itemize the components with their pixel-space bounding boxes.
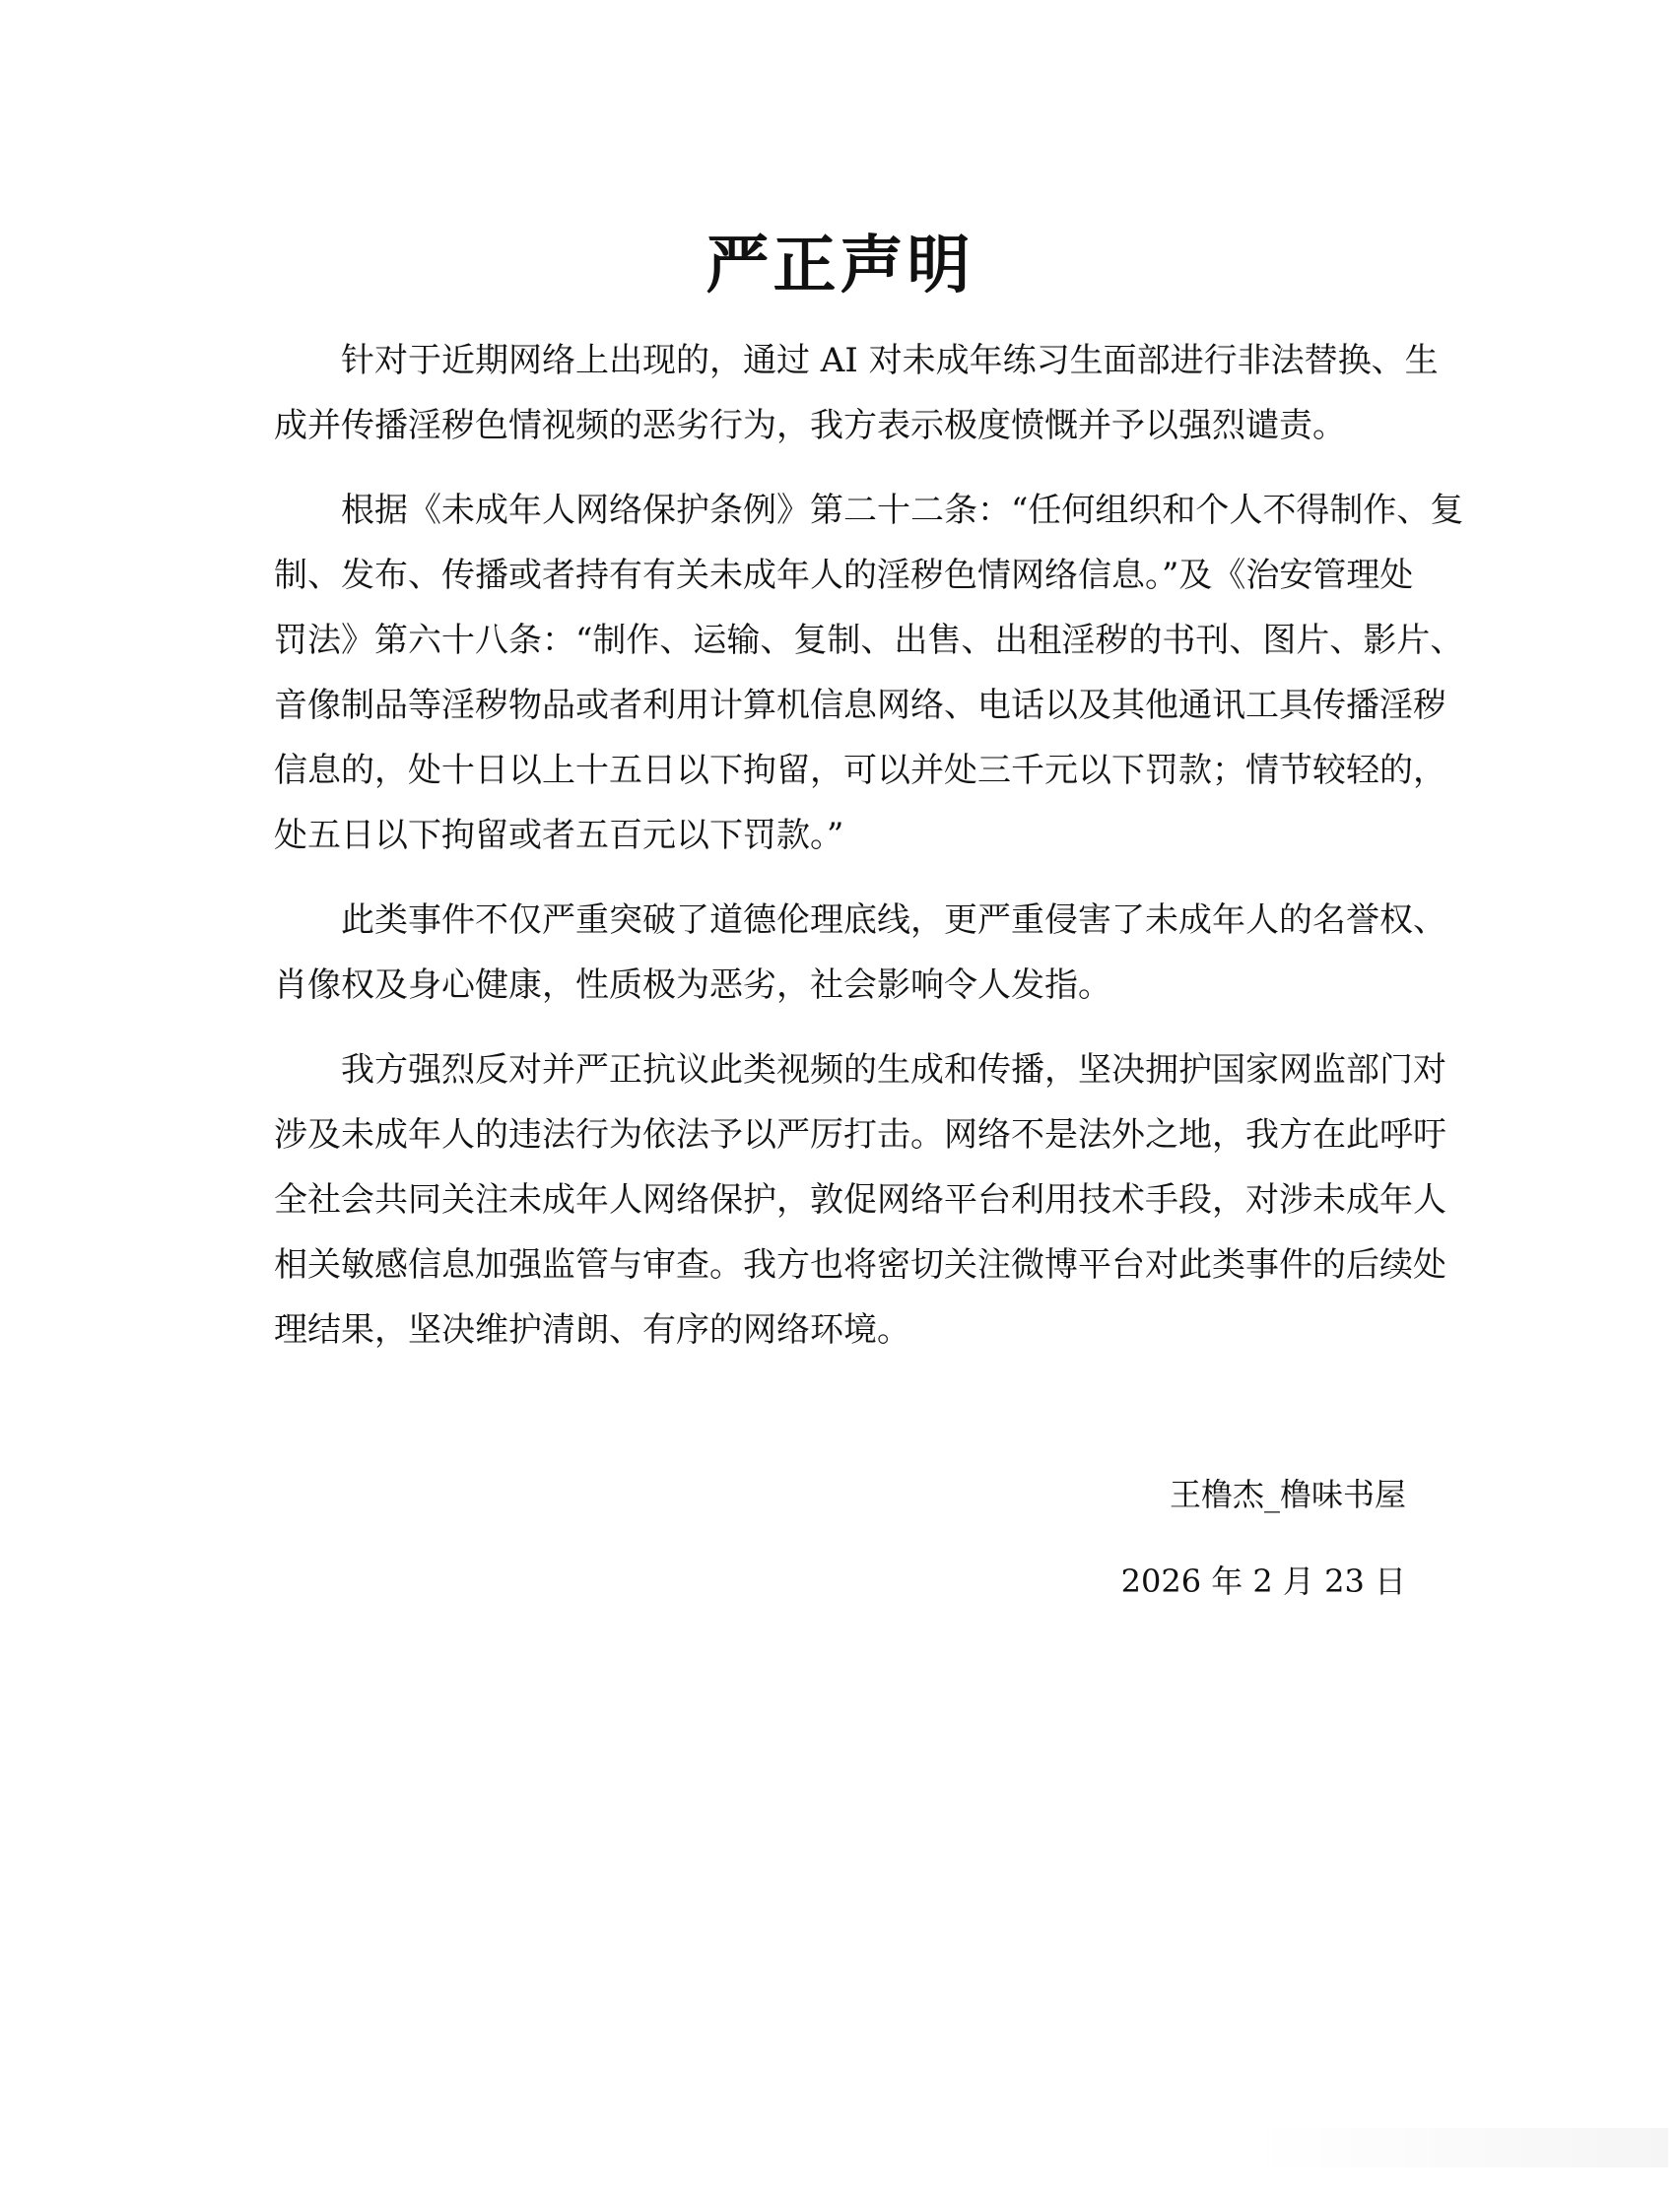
- paragraph: [274, 478, 1464, 868]
- paragraph-line: 成并传播淫秽色情视频的恶劣行为，我方表示极度愤慨并予以强烈谴责。: [274, 406, 1346, 445]
- paragraph: [274, 328, 1439, 458]
- paragraph-line: 罚法》第六十八条：“制作、运输、复制、出售、出租淫秽的书刊、图片、影片、: [274, 621, 1464, 660]
- paragraph-line: 信息的，处十日以上十五日以下拘留，可以并处三千元以下罚款；情节较轻的，: [274, 751, 1446, 790]
- document-title: 严正声明: [706, 229, 974, 302]
- watermark: [1254, 2128, 1668, 2167]
- paragraph: [274, 1037, 1446, 1363]
- statement-body: [274, 328, 1464, 1382]
- paragraph-line: 相关敏感信息加强监管与审查。我方也将密切关注微博平台对此类事件的后续处: [274, 1245, 1446, 1285]
- paragraph-line: 涉及未成年人的违法行为依法予以严厉打击。网络不是法外之地，我方在此呼吁: [274, 1115, 1446, 1155]
- paragraph-line: 此类事件不仅严重突破了道德伦理底线，更严重侵害了未成年人的名誉权、: [341, 900, 1446, 940]
- paragraph-line: 理结果，坚决维护清朗、有序的网络环境。: [274, 1310, 910, 1350]
- statement-date: 2026 年 2 月 23 日: [1120, 1563, 1406, 1600]
- paragraph-line: 肖像权及身心健康，性质极为恶劣，社会影响令人发指。: [274, 965, 1111, 1005]
- paragraph-line: 音像制品等淫秽物品或者利用计算机信息网络、电话以及其他通讯工具传播淫秽: [274, 686, 1446, 725]
- paragraph-line: 我方强烈反对并严正抗议此类视频的生成和传播，坚决拥护国家网监部门对: [341, 1050, 1446, 1090]
- paragraph-line: 处五日以下拘留或者五百元以下罚款。”: [274, 816, 844, 855]
- paragraph-line: 全社会共同关注未成年人网络保护，敦促网络平台利用技术手段，对涉未成年人: [274, 1180, 1446, 1220]
- paragraph-line: 根据《未成年人网络保护条例》第二十二条：“任何组织和个人不得制作、复: [341, 491, 1464, 530]
- signature: 王橹杰_橹味书屋: [1169, 1476, 1406, 1513]
- paragraph: [274, 888, 1446, 1018]
- paragraph-line: 针对于近期网络上出现的，通过 AI 对未成年练习生面部进行非法替换、生: [341, 341, 1439, 380]
- paragraph-line: 制、发布、传播或者持有有关未成年人的淫秽色情网络信息。”及《治安管理处: [274, 556, 1414, 595]
